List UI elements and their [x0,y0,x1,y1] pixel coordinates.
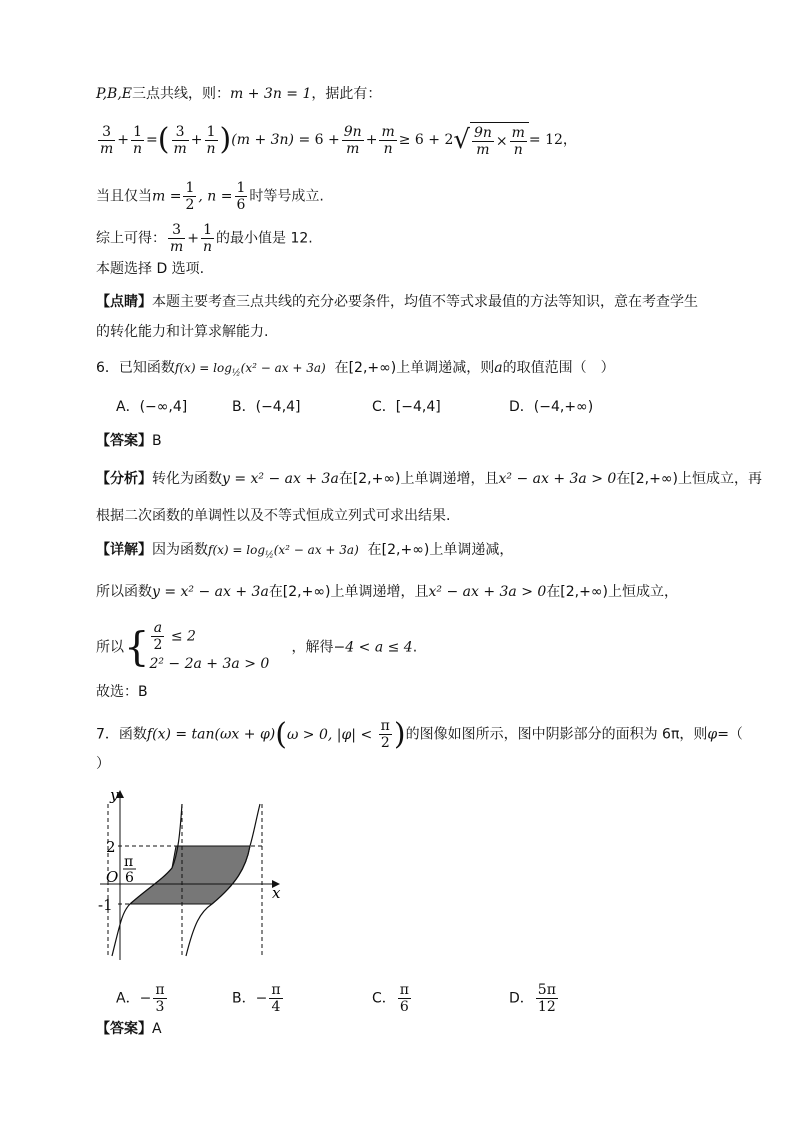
q6-option-c: C．[−4,4] [372,399,441,415]
text: 时等号成立. [249,188,324,205]
answer-7 [96,1019,162,1039]
detail-6-step3 [96,620,417,675]
label-answer: 【答案】 [96,433,152,449]
text: 在[2,+∞)上恒成立，再 [616,471,762,487]
text: 在[2,+∞)上单调递减，则 [334,360,495,376]
line-comment [96,292,698,312]
tick-2: 2 [106,838,116,856]
question-7: 7．函数f(x) = tan(ωx + φ)(ω > 0, |φ| < $\frac{\pi}{2}$ )的图像如图所示，图中阴影部分的面积为 6π，则φ=（ [96,716,743,752]
tick-neg1: -1 [98,896,113,914]
solution: −4 < a ≤ 4 [333,639,413,656]
text: 在[2,+∞)上单调递增，且 [338,471,499,487]
label-answer: 【答案】 [96,1021,152,1037]
q6-option-a: A．(−∞,4] [116,399,188,415]
q7-option-a: A．− $\frac{\pi}{3}$ [116,982,165,1015]
text: 所以函数 [96,584,152,600]
option-label: A． [116,990,140,1007]
points-pbe: P,B,E [96,86,132,102]
text: 因为函数 [152,542,208,558]
q-number: 7．函数 [96,726,147,743]
tick-pi6-den: 6 [125,870,134,886]
origin-label: O [106,868,119,886]
q6-option-b: B．(−4,4] [232,399,301,415]
option-label: B． [232,990,256,1007]
line-collinear [96,84,381,104]
label-comment: 【点睛】 [96,294,152,310]
text: 转化为函数 [152,471,222,487]
tick-pi6-num: π [124,854,134,870]
option-label: D． [509,990,534,1007]
inequality-system: { $\frac{a}{2}$ ≤ 2 2² − 2a + 3a > 0 [124,620,270,672]
y-label: y [110,786,119,804]
line-equality-condition: 当且仅当m = $\frac{1}{2}$ , n = $\frac{1}{6}$ 时等号成立. [96,180,324,213]
analysis-6: 【分析】转化为函数y = x² − ax + 3a在[2,+∞)上单调递增，且x² − ax + 3a > 0在[2,+∞)上恒成立，再 [96,471,762,487]
text: . [412,639,418,656]
shaded-region [130,846,250,904]
text: 在[2,+∞)上单调递增，且 [268,584,429,600]
equation: m + 3n = 1 [230,86,312,102]
text: 的最小值是 12. [216,230,313,247]
detail-6-step2: 所以函数y = x² − ax + 3a在[2,+∞)上单调递增，且x² − ax + 3a > 0在[2,+∞)上恒成立， [96,584,678,600]
q7-option-b: B．− $\frac{\pi}{4}$ [232,982,281,1015]
text: 三点共线，则： [132,86,230,102]
question-6: 6．已知函数$f(x) = \log_{\frac{1}{2}}(x^2$ − ax + 3a) 在[2,+∞)上单调递减，则a的取值范围（ ） [96,360,615,379]
text: 的取值范围（ ） [502,360,615,376]
q7-option-d: D． $\frac{5\pi}{12}$ [509,982,556,1015]
text: ，解得 [291,639,334,656]
label-detail: 【详解】 [96,542,152,558]
text: 的图像如图所示，图中阴影部分的面积为 6π，则 [405,726,708,743]
text: =（ [717,726,743,743]
q6-option-d: D．(−4,+∞) [509,399,594,415]
label-analysis: 【分析】 [96,471,152,487]
tangent-graph [96,784,296,964]
text: 在[2,+∞)上单调递减， [367,542,514,558]
question-7-close: ） [96,756,110,772]
result: = 12， [528,132,577,148]
detail-6: 【详解】因为函数$f(x) = \log_{\frac{1}{2}}(x^2$ − ax + 3a) 在[2,+∞)上单调递减， [96,542,514,561]
equation-am-gm: $\frac{3}{m}$ + $\frac{1}{n}$ =( $\frac{3}{m}$ + $\frac{1}{n}$ )(m + 3n) = 6 + $\frac{9n}{m}$ + $\frac{m}{n}$ ≥ 6 + 2√ $\frac{9n}{m}$ × $\frac{m}{n}$ = 12， [100,122,577,158]
answer-value: A [152,1021,162,1037]
answer-6 [96,431,162,451]
q-number: 6．已知函数 [96,360,175,376]
line-comment-cont: 的转化能力和计算求解能力. [96,324,269,340]
analysis-6-cont: 根据二次函数的单调性以及不等式恒成立列式可求出结果. [96,508,451,524]
line-min-value: 综上可得： $\frac{3}{m}$ + $\frac{1}{n}$ 的最小值是 12. [96,222,313,255]
line-choose-d: 本题选择 D 选项. [96,261,205,277]
x-label: x [272,884,281,902]
text: 所以 [96,639,124,656]
text: 当且仅当 [96,188,152,205]
text: 综上可得： [96,230,166,247]
q7-option-c: C． $\frac{\pi}{6}$ [372,982,409,1015]
answer-value: B [152,433,162,449]
text: ，据此有： [311,86,382,102]
text: 本题主要考查三点共线的充分必要条件，均值不等式求最值的方法等知识，意在考查学生 [152,294,698,310]
option-label: C． [372,990,396,1007]
text: 在[2,+∞)上恒成立， [546,584,678,600]
choice-6: 故选：B [96,684,148,700]
